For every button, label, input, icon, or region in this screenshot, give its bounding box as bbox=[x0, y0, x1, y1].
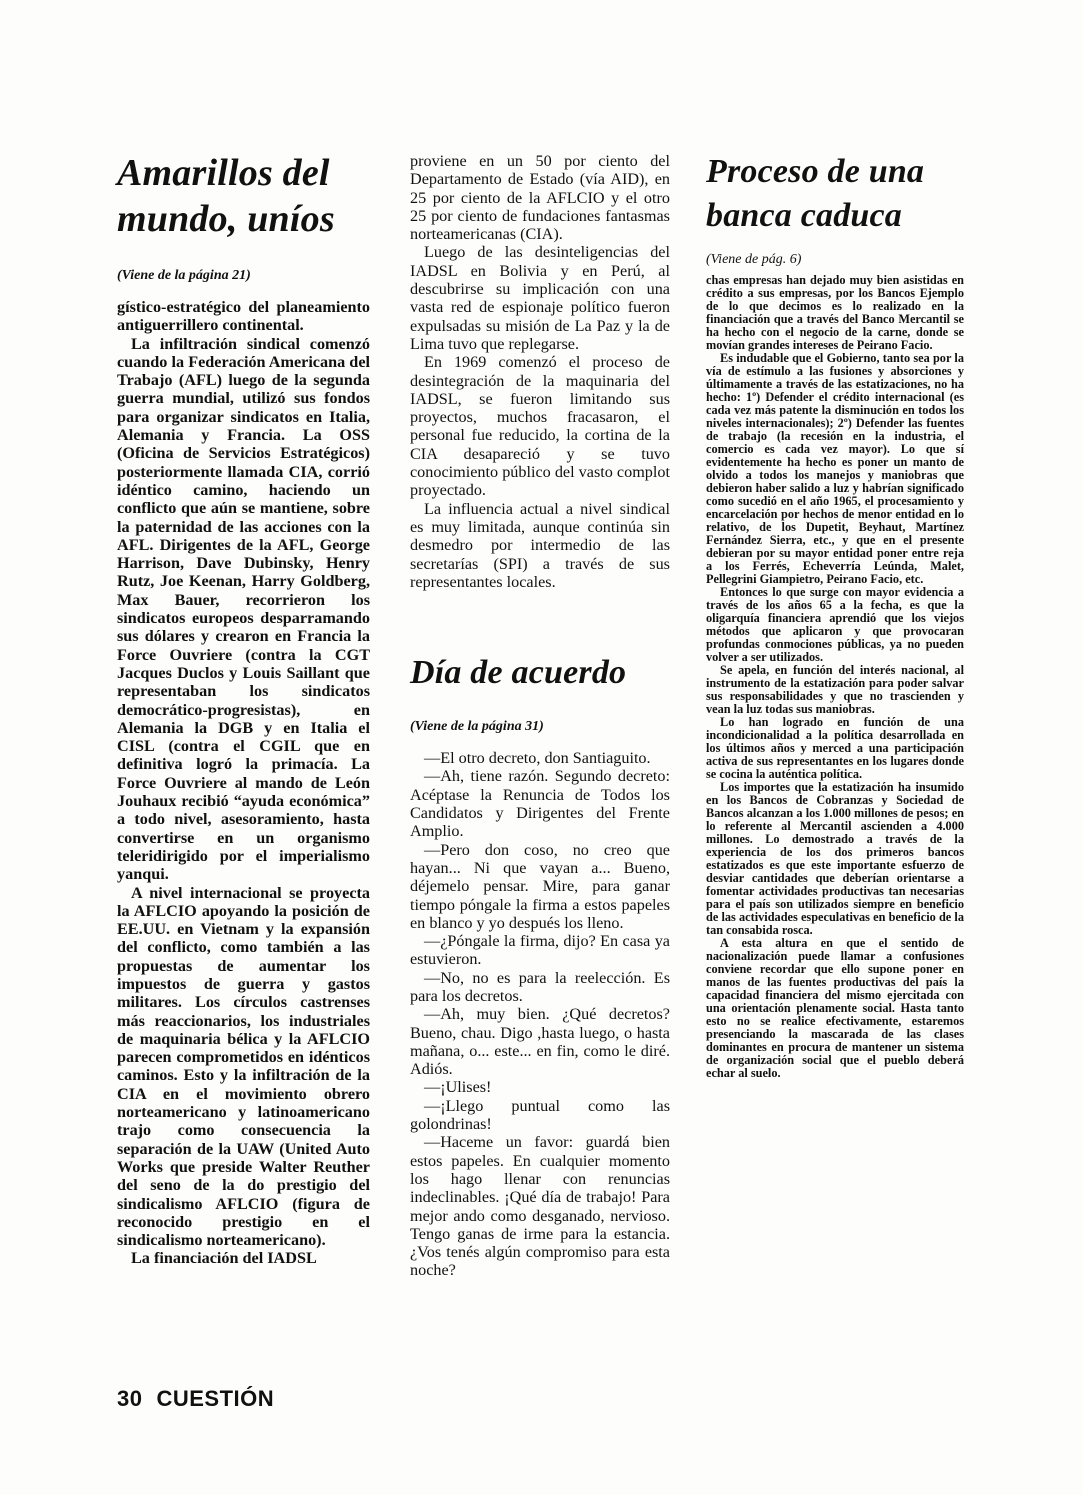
dialogue-line: —No, no es para la reelección. Es para los decretos. bbox=[410, 968, 670, 1005]
dialogue-line: —El otro decreto, don Santiaguito. bbox=[424, 749, 651, 768]
column-2 bbox=[410, 152, 670, 1280]
page-number: 30 bbox=[117, 1386, 143, 1411]
article-title: Día de acuerdo bbox=[410, 654, 627, 692]
article-2 bbox=[410, 653, 670, 1280]
paragraph: En 1969 comenzó el proceso de desintegración de la maquinaria del IADSL, se fueron limitando sus proyectos, muchos fracasaron, el personal fue reducido, la cortina de la CIA desapareció y se tuvo conocimiento público del vasto complot proyectado. bbox=[410, 353, 670, 500]
column-1 bbox=[117, 150, 370, 1268]
dialogue-line: —Ah, tiene razón. Segundo decreto: Acéptase la Renuncia de Todos los Candidatos y Dirigentes del Frente Amplio. bbox=[410, 767, 670, 841]
paragraph: Se apela, en función del interés nacional, al instrumento de la estatización para poder salvar sus responsabilidades y que no trascienden y vean la luz todas sus maniobras. bbox=[706, 663, 964, 716]
article-title: Amarillos del mundo, uníos bbox=[117, 152, 335, 240]
paragraph: La infiltración sindical comenzó cuando la Federación Americana del Trabajo (AFL) luego de la segunda guerra mundial, utilizó sus fondos para organizar sindicatos en Italia, Alemania y Francia. La OSS (Oficina de Servicios Estratégicos) posteriormente llamada CIA, corrió idéntico camino, haciendo un conflicto que aún se mantiene, sobre la paternidad de las acciones con la AFL. Dirigentes de la AFL, George Harrison, Dave Dubinsky, Henry Rutz, Joe Keenan, Harry Goldberg, Max Bauer, recorrieron los sindicatos europeos desparramando sus dólares y crearon en Francia la Force Ouvriere (contra la CGT Jacques Duclos y Louis Saillant que representaban los sindicatos democrático-progresistas), en Alemania la DGB y en Italia el CISL (contra el CGIL que en definitiva logró la primacía. La Force Ouvriere al mando de León Jouhaux recibió “ayuda económica” a todo nivel, asesoramiento, hasta convertirse en un organismo teleridirigido por el imperialismo yanqui. bbox=[117, 334, 370, 884]
paragraph: Entonces lo que surge con mayor evidencia a través de los años 65 a la fecha, es que la oligarquía financiera aprendió que los viejos métodos que aplicaron y que provocaran profundas conmociones públicas, ya no pueden volver a ser utilizados. bbox=[706, 585, 964, 664]
continuation-note: (Viene de la página 21) bbox=[117, 268, 251, 283]
magazine-name: CUESTIÓN bbox=[156, 1386, 275, 1411]
paragraph: A esta altura en que el sentido de nacionalización puede llamar a confusiones conviene recordar que ello supone poner en manos de las fuentes productivas del país la capacidad financiera del mismo ejercitada con una orientación plenamente social. Hasta tanto esto no se realice efectivamente, estaremos presenciando la mascarada de las clases dominantes en procura de mantener un sistema de organización social que el pueblo deberá echar al suelo. bbox=[706, 936, 964, 1080]
paragraph: Es indudable que el Gobierno, tanto sea por la vía de estímulo a las fusiones y absorciones y últimamente a través de las estatizaciones, no ha hecho: 1º) Defender el crédito internacional (es cada vez más patente la disminución en todos los niveles internacionales); 2º) Defender las fuentes de trabajo (la recesión en la industria, el comercio es cada vez mayor). Lo que sí evidentemente ha hecho es poner un manto de olvido a todos los manejos y maniobras que debieron haber salido a luz y habrían significado como sucedió en el año 1965, el procesamiento y encarcelación por hechos de menor entidad en lo relativo, de los Dupetit, Beyhaut, Martínez Fernández Sierra, etc., y que en el presente debieran por su mayor entidad poner entre reja a los Ferrés, Echeverría Leúnda, Malet, Pellegrini Giampietro, Peirano Facio, etc. bbox=[706, 351, 964, 586]
column-3 bbox=[706, 150, 964, 1080]
paragraph: Lo han logrado en función de una incondicionalidad a la política desarrollada en los últimos años y merced a una participación activa de sus representantes en los lugares donde se cocina la auténtica política. bbox=[706, 715, 964, 781]
dialogue-line: —¡Ulises! bbox=[424, 1078, 492, 1097]
dialogue-line: —Ah, muy bien. ¿Qué decretos? Bueno, chau. Digo ,hasta luego, o hasta mañana, o... este... en fin, como le diré. Adiós. bbox=[410, 1005, 670, 1079]
paragraph: proviene en un 50 por ciento del Departamento de Estado (vía AID), en 25 por ciento de la AFLCIO y el otro 25 por ciento de fundaciones fantasmas norteamericanas (CIA). bbox=[410, 152, 670, 244]
continuation-note: (Viene de la página 31) bbox=[410, 719, 544, 735]
paragraph: La financiación del IADSL bbox=[131, 1249, 317, 1268]
article-title: Proceso de una banca caduca bbox=[706, 153, 925, 234]
paragraph: gístico-estratégico del planeamiento antiguerrillero continental. bbox=[117, 298, 370, 335]
paragraph: A nivel internacional se proyecta la AFLCIO apoyando la posición de EE.UU. en Vietnam y la expansión del conflicto, como también a las propuestas de aumentar los impuestos de guerra y gastos militares. Los círculos castrenses más reaccionarios, los industriales de maquinaria bélica y la AFLCIO parecen comprometidos en idénticos caminos. Esto y la infiltración de la CIA en el movimiento obrero norteamericano y latinoamericano trajo como consecuencia la separación de la UAW (United Auto Works que preside Walter Reuther del seno de la do prestigio del sindicalismo AFLCIO (figura de reconocido prestigio en el sindicalismo norteamericano). bbox=[117, 883, 370, 1250]
paragraph: chas empresas han dejado muy bien asistidas en crédito a sus empresas, por los Bancos Ejemplo de lo que decimos es lo realizado en la financiación que a través del Banco Mercantil se ha hecho con el negocio de la carne, donde se movían grandes intereses de Peirano Facio. bbox=[706, 273, 964, 352]
page-footer bbox=[117, 1386, 288, 1412]
dialogue-line: —Pero don coso, no creo que hayan... Ni que vayan a... Bueno, déjemelo pensar. Mire, para ganar tiempo póngale la firma a estos papeles en blanco y yo después los lleno. bbox=[410, 840, 670, 932]
paragraph: La influencia actual a nivel sindical es muy limitada, aunque continúa sin desmedro por intermedio de las secretarías (SPI) a través de sus representantes locales. bbox=[410, 499, 670, 591]
paragraph: Los importes que la estatización ha insumido en los Bancos de Cobranzas y Sociedad de Bancos alcanzan a los 1.000 millones de pesos; en lo referente al Mercantil ascienden a 4.000 millones. Lo demostrado a través de la experiencia de los dos primeros bancos estatizados es que este importante esfuerzo de desviar cantidades que deberían orientarse a fomentar actividades productivas tan necesarias para el país son utilizados siempre en beneficio de las actividades especulativas en beneficio de la tan consabida rosca. bbox=[706, 780, 964, 937]
continuation-note: (Viene de pág. 6) bbox=[706, 252, 802, 267]
paragraph: Luego de las desinteligencias del IADSL en Bolivia y en Perú, al descubrirse su implicación con una vasta red de espionaje político fueron expulsadas su misión de La Paz y la de Lima tuvo que replegarse. bbox=[410, 243, 670, 353]
dialogue-line: —¿Póngale la firma, dijo? En casa ya estuvieron. bbox=[410, 932, 670, 969]
dialogue-line: —¡Llego puntual como las golondrinas! bbox=[410, 1096, 670, 1134]
dialogue-line: —Haceme un favor: guardá bien estos papeles. En cualquier momento los hago llenar con renuncias indeclinables. ¡Qué día de trabajo! Para mejor ando como desganado, nervioso. Tengo ganas de irme para la estancia. ¿Vos tenés algún compromiso para esta noche? bbox=[410, 1133, 670, 1280]
